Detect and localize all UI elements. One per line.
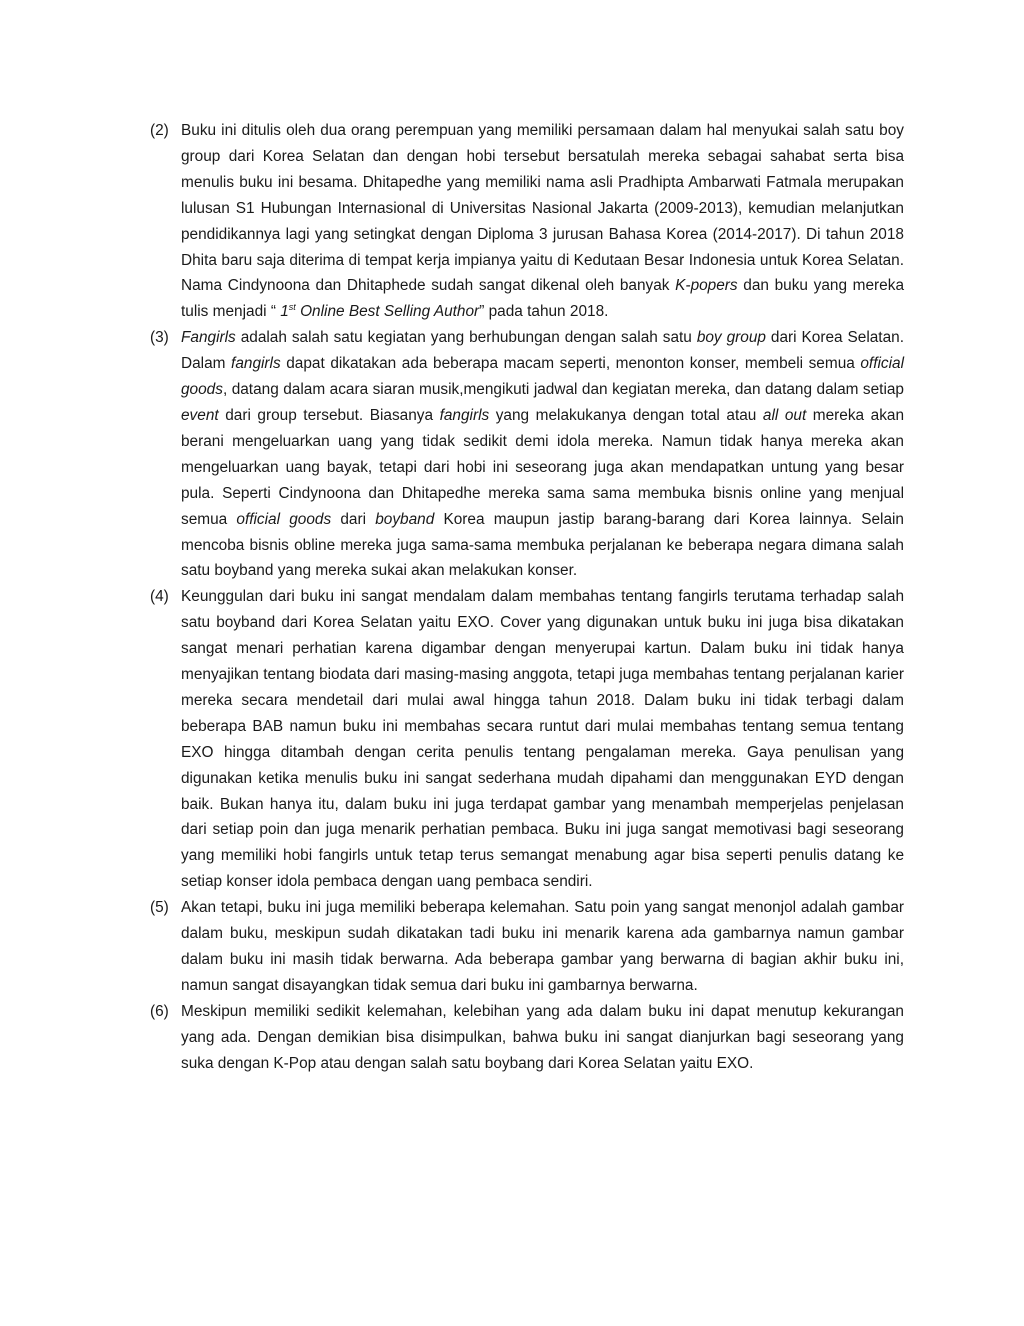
item-paragraph — [181, 118, 904, 325]
list-item — [150, 895, 904, 999]
item-paragraph — [181, 584, 904, 895]
italic-text: boy group — [696, 329, 766, 347]
text-run: Meskipun memiliki sedikit kelemahan, kelebihan yang ada dalam buku ini dapat menutup kekurangan yang ada. Dengan demikian bisa disimpulkan, bahwa buku ini sangat dianjurkan bagi seseorang yang suka dengan K-Pop atau dengan salah satu boybang dari Korea Selatan yaitu EXO. — [181, 1002, 904, 1072]
item-paragraph — [181, 895, 904, 999]
italic-text: 1 — [280, 303, 289, 321]
italic-text: K-popers — [675, 277, 738, 295]
italic-text: fangirls — [439, 406, 490, 424]
text-run: dari — [331, 510, 376, 528]
text-run: dapat dikatakan ada beberapa macam seperti, menonton konser, membeli semua — [280, 355, 861, 373]
text-run: Keunggulan dari buku ini sangat mendalam dalam membahas tentang fangirls terutama terhadap salah satu boyband dari Korea Selatan yaitu EXO. Cover yang digunakan untuk buku ini juga bisa dikatakan sangat menari perhatian karena digambar dengan menyerupai kartun. Dalam buku ini tidak hanya menyajikan tentang biodata dari masing-masing anggota, tetapi juga membahas tentang perjalanan karier mereka secara mendetail dari mulai awal hingga tahun 2018. Dalam buku ini tidak terbagi dalam beberapa BAB namun buku ini membahas secara runtut dari mulai membahas tentang semua tentang EXO hingga ditambah dengan cerita penulis tentang pengalaman mereka. Gaya penulisan yang digunakan ketika menulis buku ini sangat sederhana mudah dipahami dan menggunakan EYD dengan baik. Bukan hanya itu, dalam buku ini juga terdapat gambar yang menambah memperjelas penjelasan dari setiap poin dan juga menarik perhatian pembaca. Buku ini juga sangat memotivasi bagi seseorang yang memiliki hobi fangirls untuk tetap terus semangat menabung agar bisa seperti penulis datang ke setiap konser idola pembaca dengan uang pembaca sendiri. — [181, 588, 904, 891]
italic-text: Online Best Selling Author — [295, 303, 480, 321]
italic-text: official goods — [236, 510, 332, 528]
item-number: (4) — [150, 588, 169, 606]
item-number: (3) — [150, 329, 169, 347]
text-run: Korea maupun jastip barang-barang dari Korea lainnya. Selain mencoba bisnis obline mereka juga sama-sama membuka perjalanan ke beberapa negara dimana salah satu boyband yang mereka sukai akan melakukan konser. — [181, 510, 904, 580]
italic-text: Fangirls — [181, 329, 236, 347]
item-number: (6) — [150, 1002, 169, 1020]
list-item — [150, 584, 904, 895]
item-paragraph — [181, 999, 904, 1077]
text-run: , datang dalam acara siaran musik,mengikuti jadwal dan kegiatan mereka, dan datang dalam setiap — [222, 381, 904, 399]
text-run: dari group tersebut. Biasanya — [218, 406, 440, 424]
superscript-text: st — [288, 302, 296, 313]
numbered-list — [150, 118, 904, 1077]
text-run: dari Korea Selatan. Dalam — [181, 329, 904, 373]
text-run: Buku ini ditulis oleh dua orang perempuan yang memiliki persamaan dalam hal menyukai salah satu boy group dari Korea Selatan dan dengan hobi tersebut bersatulah mereka sebagai sahabat serta bisa menulis buku ini besama. Dhitapedhe yang memiliki nama asli Pradhipta Ambarwati Fatmala merupakan lulusan S1 Hubungan Internasional di Universitas Nasional Jakarta (2009-2013), kemudian melanjutkan pendidikannya lagi yang setingkat dengan Diploma 3 jurusan Bahasa Korea (2014-2017). Di tahun 2018 Dhita baru saja diterima di tempat kerja impianya yaitu di Kedutaan Besar Indonesia untuk Korea Selatan. Nama Cindynoona dan Dhitaphede sudah sangat dikenal oleh banyak — [181, 122, 904, 295]
list-item — [150, 325, 904, 584]
italic-text: fangirls — [231, 355, 281, 373]
item-number: (2) — [150, 122, 169, 139]
italic-text: all out — [762, 406, 807, 424]
list-item — [150, 118, 904, 325]
item-paragraph — [181, 325, 904, 584]
italic-text: official goods — [181, 355, 904, 399]
list-item — [150, 999, 904, 1077]
italic-text: event — [181, 406, 219, 424]
text-run: ” pada tahun 2018. — [479, 303, 609, 321]
text-run: dan buku yang mereka tulis menjadi “ — [181, 277, 904, 321]
text-run: yang melakukanya dengan total atau — [489, 406, 763, 424]
text-run: Akan tetapi, buku ini juga memiliki beberapa kelemahan. Satu poin yang sangat menonjol adalah gambar dalam buku, meskipun sudah dikatakan tadi buku ini menarik karena ada gambarnya namun gambar dalam buku ini masih tidak berwarna. Ada beberapa gambar yang berwarna di bagian akhir buku ini, namun sangat disayangkan tidak semua dari buku ini gambarnya berwarna. — [181, 899, 904, 994]
text-run: mereka akan berani mengeluarkan uang yang tidak sedikit demi idola mereka. Namun tidak hanya mereka akan mengeluarkan uang bayak, tetapi dari hobi ini seseorang juga akan mendapatkan untung yang besar pula. Seperti Cindynoona dan Dhitapedhe mereka sama sama membuka bisnis online yang menjual semua — [181, 406, 905, 528]
italic-text: boyband — [375, 510, 435, 528]
item-number: (5) — [150, 899, 169, 917]
text-run: adalah salah satu kegiatan yang berhubungan dengan salah satu — [235, 329, 697, 347]
